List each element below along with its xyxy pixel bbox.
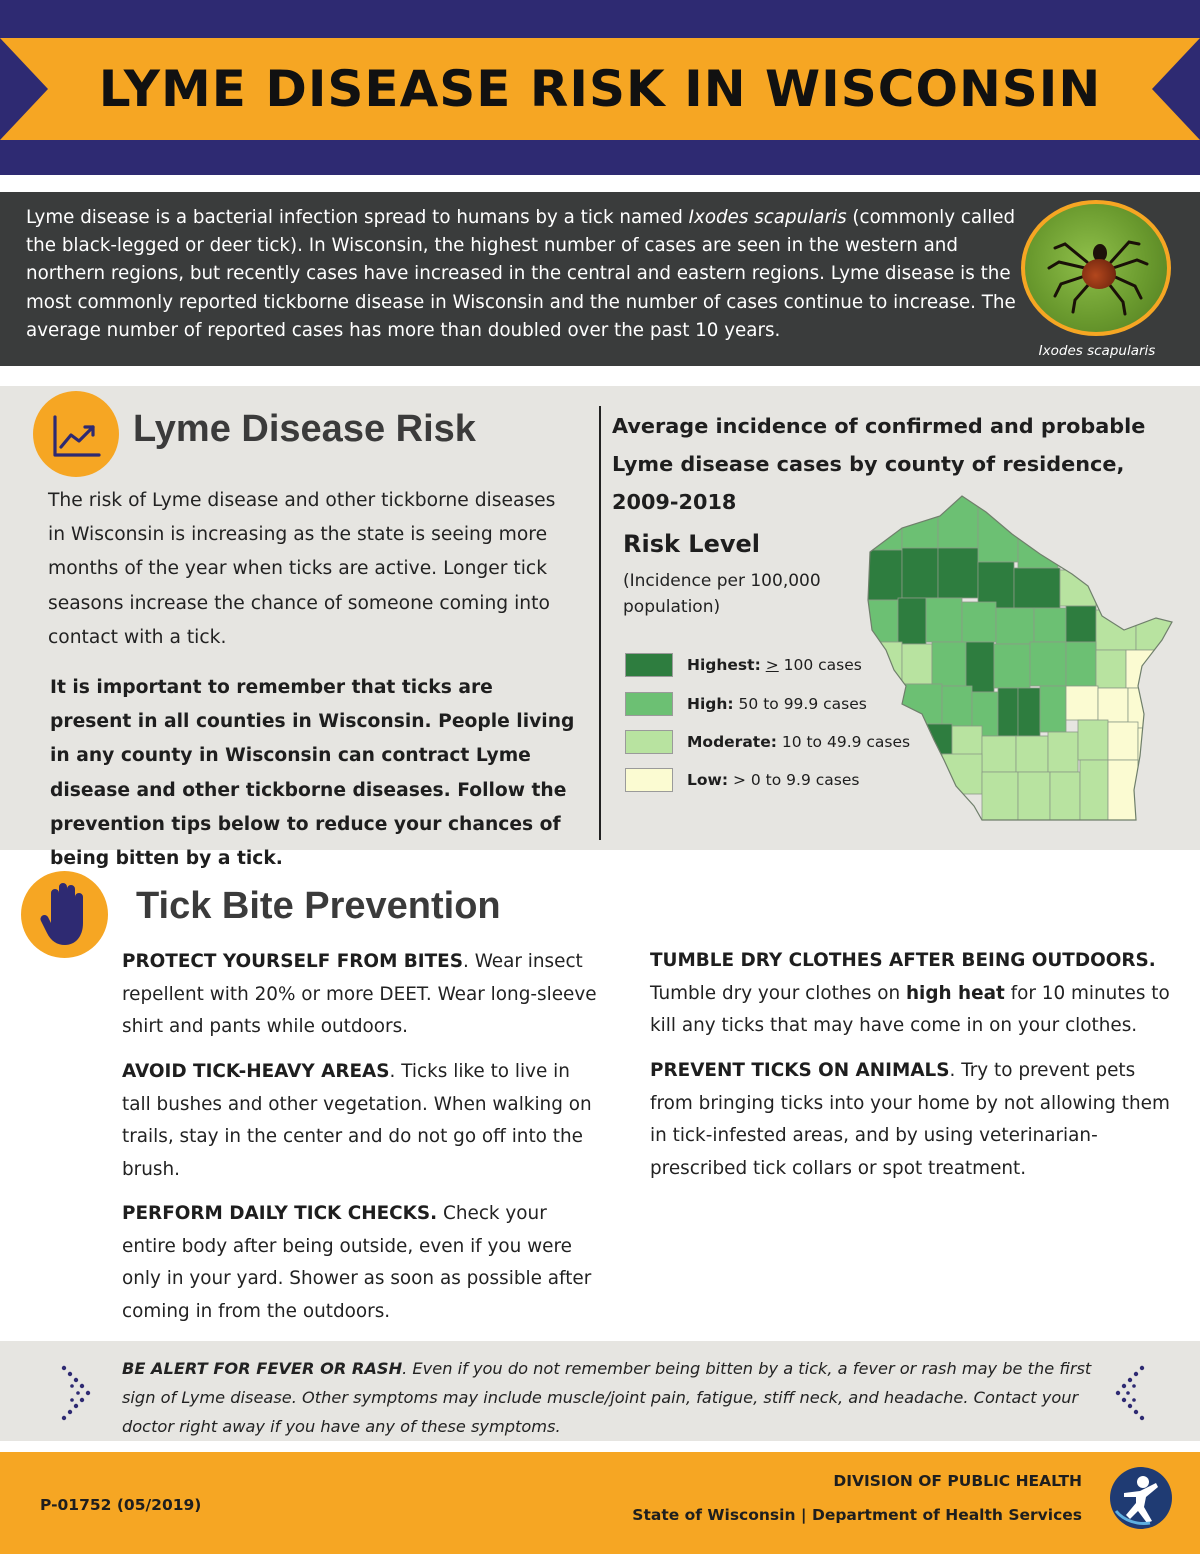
tick-photo: [1021, 200, 1171, 336]
tip-animals: PREVENT TICKS ON ANIMALS. Try to prevent pets from bringing ticks into your home by not allowing them in tick-infested areas, and by using veterinarian-prescribed tick collars or spot treatment.: [650, 1060, 1170, 1179]
risk-important-note: It is important to remember that ticks are present in all counties in Wisconsin. People living in any county in Wisconsin can contract Lyme disease and other tickborne diseases. Follow the prevention tips below to reduce your chances of being bitten by a tick.: [50, 677, 575, 870]
risk-heading: Lyme Disease Risk: [133, 408, 476, 450]
legend-swatch: [625, 692, 673, 716]
intro-text: Lyme disease is a bacterial infection spread to humans by a tick named Ixodes scapularis (commonly called the black-legged or deer tick). In Wisconsin, the highest number of cases are seen in the western and northern regions, but recently cases have increased in the central and eastern regions. Lyme disease is the most commonly reported tickborne disease in Wisconsin and the number of cases continue to increase. The average number of reported cases has more than doubled over the past 10 years.: [26, 207, 1016, 341]
legend-swatch: [625, 653, 673, 677]
dhs-person-logo-icon: [1110, 1467, 1172, 1529]
hand-stop-icon: [21, 871, 108, 958]
tip-daily-checks: PERFORM DAILY TICK CHECKS. Check your entire body after being outside, even if you were only in your yard. Shower as soon as possible after coming in from the outdoors.: [122, 1203, 592, 1322]
alert-text: BE ALERT FOR FEVER OR RASH. Even if you do not remember being bitten by a tick, a fever or rash may be the first sign of Lyme disease. Other symptoms may include muscle/joint pain, fatigue, stiff neck, and headache. Contact your doctor right away if you have any of these symptoms.: [122, 1359, 1092, 1436]
prevention-heading: Tick Bite Prevention: [136, 885, 501, 927]
tip-protect: PROTECT YOURSELF FROM BITES. Wear insect repellent with 20% or more DEET. Wear long-sleeve shirt and pants while outdoors.: [122, 951, 597, 1038]
division-name: DIVISION OF PUBLIC HEALTH: [833, 1472, 1082, 1490]
publication-id: P-01752 (05/2019): [40, 1496, 202, 1514]
trend-chart-icon: [33, 391, 119, 477]
tick-body: [1082, 259, 1116, 289]
legend-item-moderate: Moderate: 10 to 49.9 cases: [625, 729, 910, 755]
legend-title: Risk Level: [623, 530, 761, 558]
tip-tumble-dry: TUMBLE DRY CLOTHES AFTER BEING OUTDOORS. Tumble dry your clothes on high heat for 10 minutes to kill any ticks that may have come in on your clothes.: [650, 950, 1170, 1037]
page-title: LYME DISEASE RISK IN WISCONSIN: [98, 60, 1102, 118]
risk-paragraph: The risk of Lyme disease and other tickborne diseases in Wisconsin is increasing as the state is seeing more months of the year when ticks are active. Longer tick seasons increase the chance of someone coming into contact with a tick.: [48, 490, 556, 648]
legend-swatch: [625, 768, 673, 792]
legend-item-highest: Highest: > 100 cases: [625, 652, 862, 678]
species-name: Ixodes scapularis: [688, 207, 847, 228]
wisconsin-county-map: [862, 490, 1180, 826]
legend-swatch: [625, 730, 673, 754]
department-name: State of Wisconsin | Department of Health Services: [632, 1506, 1082, 1524]
tip-avoid-areas: AVOID TICK-HEAVY AREAS. Ticks like to live in tall bushes and other vegetation. When walking on trails, stay in the center and do not go off into the brush.: [122, 1061, 592, 1180]
section-divider: [599, 406, 601, 840]
photo-caption: Ixodes scapularis: [1038, 343, 1156, 359]
legend-subtitle: (Incidence per 100,000 population): [623, 571, 821, 617]
legend-item-low: Low: > 0 to 9.9 cases: [625, 767, 859, 793]
chevron-right-dots-icon: [60, 1364, 94, 1422]
chevron-left-dots-icon: [1112, 1364, 1146, 1422]
legend-item-high: High: 50 to 99.9 cases: [625, 691, 867, 717]
map-title: Average incidence of confirmed and probable Lyme disease cases by county of residence, 2009-2018: [612, 414, 1146, 514]
